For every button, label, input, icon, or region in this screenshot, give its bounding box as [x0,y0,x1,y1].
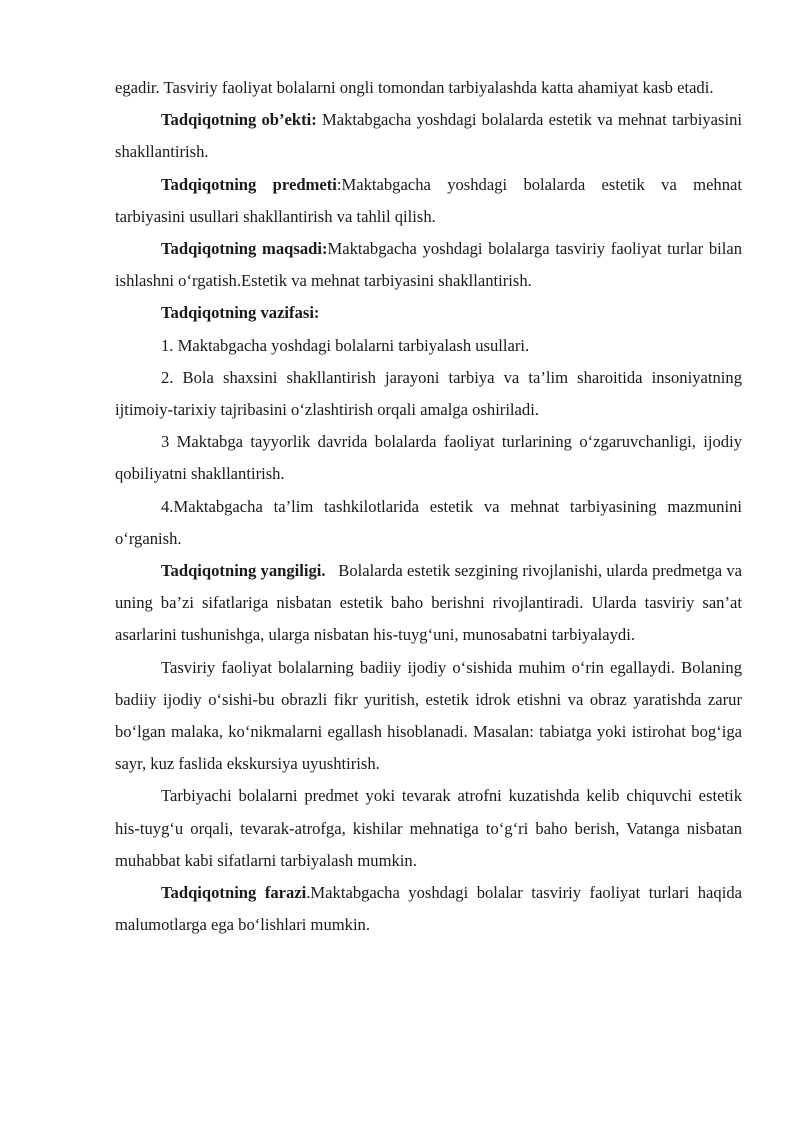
task-item-2: 2. Bola shaxsini shakllantirish jarayoni tarbiya va ta’lim sharoitida insoniyatning ijtimoiy-tarixiy tajribasini o‘zlashtirish orqali amalga oshiriladi. [115,367,742,420]
heading-goal: Tadqiqotning maqsadi: [161,239,328,259]
text-subject: :Maktabgacha yoshdagi bolalarda estetik va mehnat tarbiyasini usullari shakllantirish va tahlil qilish. [115,174,742,226]
paragraph-intro: egadir. Tasviriy faoliyat bolalarni ongli tomondan tarbiyalashda katta ahamiyat kasb etadi. [115,78,714,97]
heading-hypothesis: Tadqiqotning farazi [161,883,307,903]
heading-novelty: Tadqiqotning yangiligi. [161,561,326,581]
paragraph-object [115,104,742,168]
paragraph-educator: Tarbiyachi bolalarni predmet yoki tevarak atrofni kuzatishda kelib chiquvchi estetik his-tuyg‘u orqali, tevarak-atrofga, kishilar mehnatiga to‘g‘ri baho berish, Vatanga nisbatan muhabbat kabi sifatlarni tarbiyalash mumkin. [115,786,742,870]
text-goal: Maktabgacha yoshdagi bolalarga tasviriy faoliyat turlar bilan ishlashni o‘rgatish.Estetik va mehnat tarbiyasini shakllantirish. [115,239,742,291]
task-item-3: 3 Maktabga tayyorlik davrida bolalarda faoliyat turlarining o‘zgaruvchanligi, ijodiy qobiliyatni shakllantirish. [115,432,742,484]
task-item-1: 1. Maktabgacha yoshdagi bolalarni tarbiyalash usullari. [161,335,530,355]
paragraph-novelty [115,555,747,652]
paragraph-subject [115,169,742,233]
text-object: Maktabgacha yoshdagi bolalarda estetik va mehnat tarbiyasini shakllantirish. [115,110,743,162]
task-item-4: 4.Maktabgacha ta’lim tashkilotlarida estetik va mehnat tarbiyasining mazmunini o‘rganish. [115,496,742,548]
heading-subject: Tadqiqotning predmeti [161,174,337,194]
paragraph-visual-activity: Tasviriy faoliyat bolalarning badiiy ijodiy o‘sishida muhim o‘rin egallaydi. Bolaning badiiy ijodiy o‘sishi-bu obrazli fikr yuritish, estetik idrok etishni va obraz yaratishda zarur bo‘lgan malaka, ko‘nikmalarni egallash hisoblanadi. Masalan: tabiatga yoki istirohat bog‘iga sayr, kuz faslida ekskursiya uyushtirish. [115,657,742,774]
paragraph-hypothesis [115,877,742,941]
heading-object: Tadqiqotning ob’ekti: [161,110,317,130]
text-hypothesis: .Maktabgacha yoshdagi bolalar tasviriy faoliyat turlari haqida malumotlarga ega bo‘lishlari mumkin. [115,883,742,935]
text-novelty: Bolalarda estetik sezgining rivojlanishi, ularda predmetga va uning ba’zi sifatlariga nisbatan estetik baho berishni rivojlantiradi. Ularda tasviriy san’at asarlarini tushunishga, ularga nisbatan his-tuyg‘uni, munosabatni tarbiyalaydi. [115,561,747,645]
paragraph-goal [115,233,742,297]
heading-tasks: Tadqiqotning vazifasi: [161,303,320,323]
paragraph-tasks-heading [115,297,742,329]
